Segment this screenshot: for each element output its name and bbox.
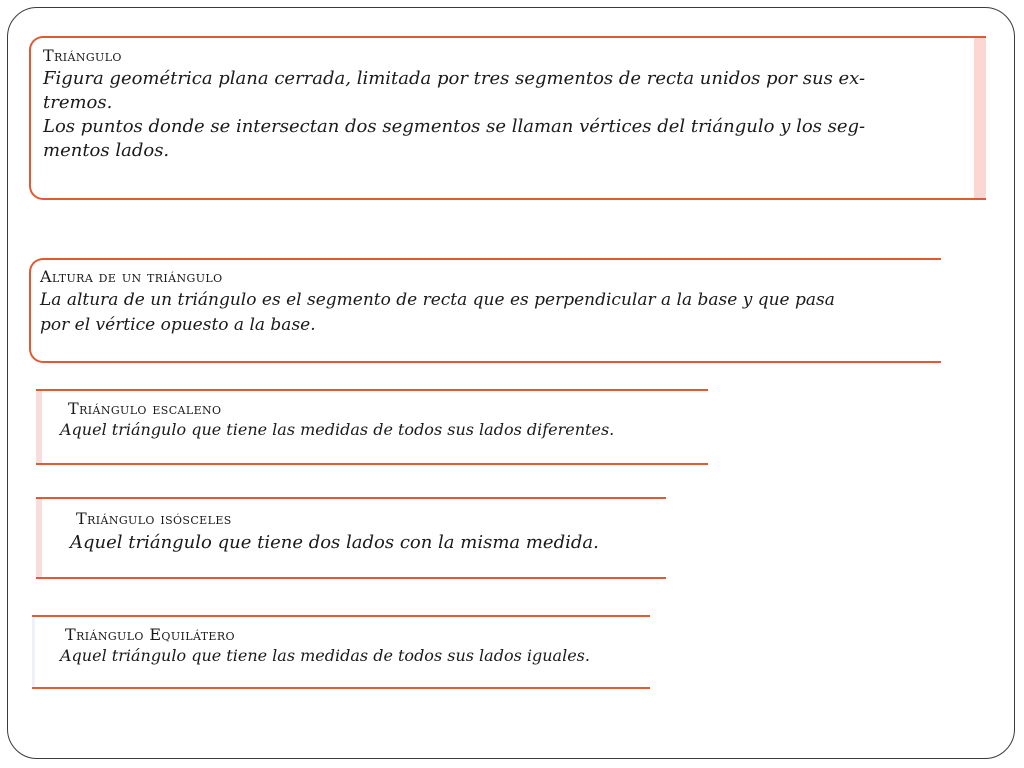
definition-box-isosceles bbox=[36, 497, 666, 579]
definition-box-escaleno bbox=[36, 389, 708, 465]
definition-title: Triángulo isósceles bbox=[76, 509, 232, 528]
definition-line: Aquel triángulo que tiene dos lados con la misma medida. bbox=[70, 532, 599, 554]
left-shade bbox=[32, 617, 35, 687]
definition-title: Altura de un triángulo bbox=[40, 267, 223, 286]
definition-title: Triángulo Equilátero bbox=[65, 625, 235, 644]
left-shade bbox=[36, 391, 42, 463]
definition-title: Triángulo bbox=[43, 46, 122, 65]
definition-text bbox=[40, 288, 921, 337]
definition-text bbox=[70, 532, 656, 553]
definition-line: por el vértice opuesto a la base. bbox=[40, 314, 316, 335]
definition-line: mentos lados. bbox=[43, 140, 170, 161]
definition-box-equilatero bbox=[32, 615, 650, 689]
definition-line: Los puntos donde se intersectan dos segmentos se llaman vértices del triángulo y los seg- bbox=[43, 116, 866, 138]
definition-line: La altura de un triángulo es el segmento de recta que es perpendicular a la base y que pasa bbox=[40, 290, 835, 311]
definition-line: Aquel triángulo que tiene las medidas de todos sus lados iguales. bbox=[60, 646, 590, 666]
definition-title: Triángulo escaleno bbox=[68, 399, 222, 418]
definition-box-triangulo bbox=[29, 36, 986, 200]
definition-line: tremos. bbox=[43, 92, 113, 114]
definition-line: Figura geométrica plana cerrada, limitada por tres segmentos de recta unidos por sus ex- bbox=[43, 68, 866, 90]
left-shade bbox=[36, 499, 42, 577]
definition-text bbox=[60, 646, 640, 665]
definition-text bbox=[60, 420, 698, 439]
definition-line: Aquel triángulo que tiene las medidas de todos sus lados diferentes. bbox=[60, 420, 615, 440]
definition-box-altura bbox=[29, 258, 941, 363]
accent-bar bbox=[974, 38, 986, 198]
definition-text bbox=[43, 67, 926, 163]
